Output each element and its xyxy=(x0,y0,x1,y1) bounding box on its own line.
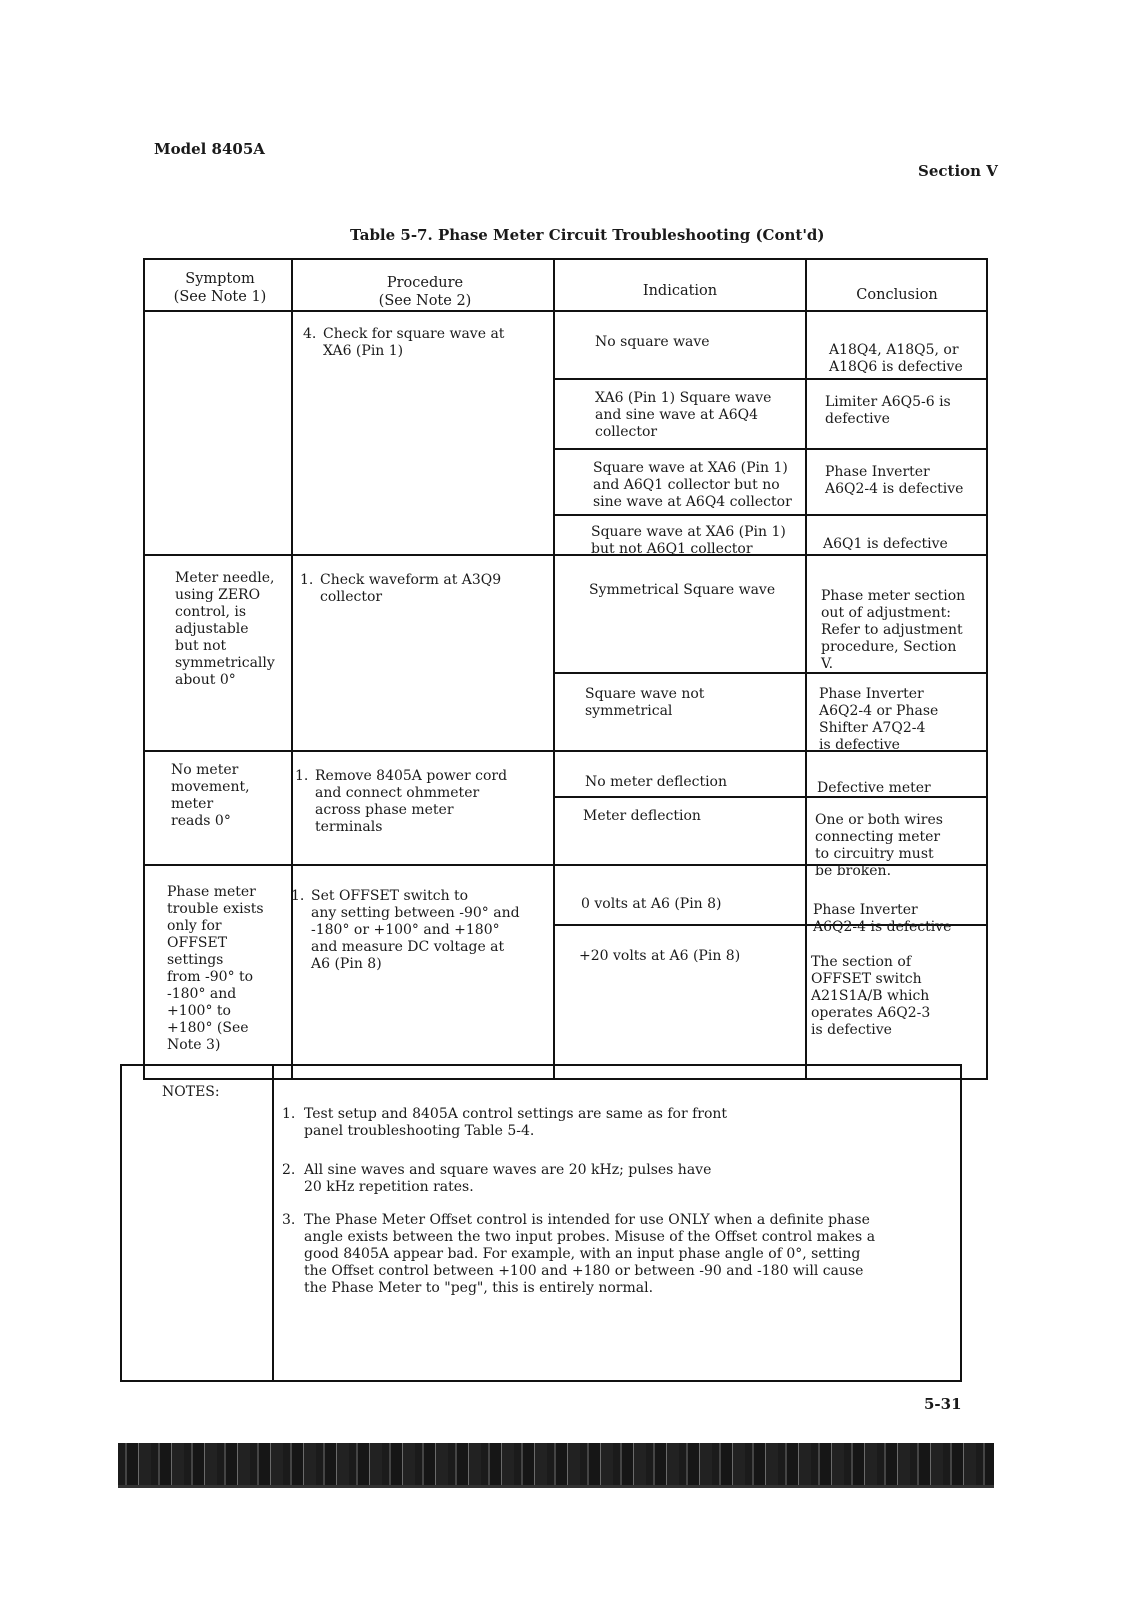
note-line: the Phase Meter to "peg", this is entirely normal. xyxy=(304,1280,654,1296)
conclusion-line: A6Q1 is defective xyxy=(823,536,948,552)
note-item xyxy=(282,1212,922,1297)
indication-line: +20 volts at A6 (Pin 8) xyxy=(579,948,741,964)
indication-line: sine wave at A6Q4 collector xyxy=(593,494,792,510)
note-number: 3. xyxy=(282,1212,296,1228)
note-line: 20 kHz repetition rates. xyxy=(304,1179,474,1195)
conclusion-line: A21S1A/B which xyxy=(811,988,930,1004)
note-number: 2. xyxy=(282,1162,296,1178)
row-divider xyxy=(553,378,986,380)
conclusion-line: Phase Inverter xyxy=(819,686,924,702)
procedure-cell xyxy=(303,326,543,360)
note-line: angle exists between the two input probes. Misuse of the Offset control makes a xyxy=(304,1229,876,1245)
conclusion-line: Defective meter xyxy=(817,780,931,796)
conclusion-line: procedure, Section xyxy=(821,639,957,655)
conclusion-line: operates A6Q2-3 xyxy=(811,1005,931,1021)
step-number: 1. xyxy=(300,572,314,588)
conclusion-cell xyxy=(825,464,985,498)
indication-line: and sine wave at A6Q4 xyxy=(595,407,758,423)
indication-line: Meter deflection xyxy=(583,808,701,824)
indication-line: No square wave xyxy=(595,334,710,350)
indication-cell xyxy=(591,524,801,558)
scan-artifact-edge xyxy=(118,1485,994,1488)
note-line: panel troubleshooting Table 5-4. xyxy=(304,1123,535,1139)
symptom-line: Meter needle, xyxy=(175,570,275,586)
conclusion-cell xyxy=(821,588,989,673)
indication-line: Square wave not xyxy=(585,686,705,702)
header-symptom xyxy=(155,270,285,306)
procedure-line: across phase meter xyxy=(315,802,454,818)
notes-section xyxy=(120,1064,962,1382)
page-number: 5-31 xyxy=(924,1395,962,1413)
note-line: All sine waves and square waves are 20 kHz; pulses have xyxy=(304,1162,712,1178)
symptom-line: Note 3) xyxy=(167,1037,221,1053)
column-divider xyxy=(805,260,807,1078)
symptom-line: +180° (See xyxy=(167,1020,249,1036)
indication-cell xyxy=(593,460,803,511)
procedure-line: Set OFFSET switch to xyxy=(311,888,469,904)
conclusion-line: A18Q6 is defective xyxy=(829,359,963,375)
header-divider xyxy=(145,310,986,312)
procedure-line: A6 (Pin 8) xyxy=(311,956,382,972)
conclusion-line: One or both wires xyxy=(815,812,943,828)
conclusion-line: A6Q2-4 is defective xyxy=(813,919,952,935)
conclusion-cell xyxy=(813,902,983,936)
indication-line: 0 volts at A6 (Pin 8) xyxy=(581,896,722,912)
conclusion-line: out of adjustment: xyxy=(821,605,951,621)
symptom-cell xyxy=(167,884,289,1054)
row-divider xyxy=(553,448,986,450)
notes-label: NOTES: xyxy=(162,1084,220,1100)
header-procedure xyxy=(305,274,545,310)
procedure-cell xyxy=(300,572,545,606)
symptom-line: meter xyxy=(171,796,214,812)
indication-cell xyxy=(595,390,800,441)
procedure-line: and measure DC voltage at xyxy=(311,939,505,955)
header-indication: Indication xyxy=(642,283,718,299)
column-divider xyxy=(553,260,555,1078)
symptom-line: +100° to xyxy=(167,1003,231,1019)
conclusion-line: A6Q2-4 or Phase xyxy=(819,703,939,719)
conclusion-line: Phase Inverter xyxy=(825,464,930,480)
indication-line: Square wave at XA6 (Pin 1) xyxy=(593,460,788,476)
indication-line: symmetrical xyxy=(585,703,673,719)
symptom-line: from -90° to xyxy=(167,969,254,985)
conclusion-cell xyxy=(825,394,985,428)
symptom-line: but not xyxy=(175,638,227,654)
indication-line: and A6Q1 collector but no xyxy=(593,477,780,493)
conclusion-line: is defective xyxy=(819,737,900,753)
header-procedure-line: Procedure xyxy=(386,275,464,291)
conclusion-line: connecting meter xyxy=(815,829,941,845)
symptom-line: adjustable xyxy=(175,621,249,637)
conclusion-line: be broken. xyxy=(815,863,892,879)
note-line: the Offset control between +100 and +180 or between -90 and -180 will cause xyxy=(304,1263,864,1279)
note-line: Test setup and 8405A control settings are same as for front xyxy=(304,1106,728,1122)
indication-cell xyxy=(589,582,799,599)
conclusion-line: Phase meter section xyxy=(821,588,966,604)
step-number: 1. xyxy=(291,888,305,904)
symptom-line: reads 0° xyxy=(171,813,231,829)
conclusion-line: to circuitry must xyxy=(815,846,934,862)
conclusion-line: Limiter A6Q5-6 is xyxy=(825,394,951,410)
procedure-line: collector xyxy=(320,589,383,605)
note-item xyxy=(282,1106,922,1140)
indication-cell xyxy=(585,686,795,720)
conclusion-line: Shifter A7Q2-4 xyxy=(819,720,926,736)
conclusion-cell xyxy=(819,686,987,754)
indication-cell xyxy=(579,948,794,965)
conclusion-line: The section of xyxy=(811,954,912,970)
conclusion-cell xyxy=(829,342,989,376)
indication-cell xyxy=(585,774,795,791)
procedure-line: and connect ohmmeter xyxy=(315,785,480,801)
symptom-line: using ZERO xyxy=(175,587,261,603)
procedure-line: terminals xyxy=(315,819,383,835)
conclusion-line: is defective xyxy=(811,1022,892,1038)
note-line: good 8405A appear bad. For example, with an input phase angle of 0°, setting xyxy=(304,1246,861,1262)
symptom-line: No meter xyxy=(171,762,239,778)
procedure-line: -180° or +100° and +180° xyxy=(311,922,500,938)
indication-cell xyxy=(581,896,796,913)
conclusion-line: V. xyxy=(821,656,834,672)
symptom-cell xyxy=(171,762,286,830)
note-line: The Phase Meter Offset control is intended for use ONLY when a definite phase xyxy=(304,1212,870,1228)
note-item xyxy=(282,1162,922,1196)
indication-cell xyxy=(595,334,800,351)
indication-line: No meter deflection xyxy=(585,774,728,790)
table-title: Table 5-7. Phase Meter Circuit Troubleshooting (Cont'd) xyxy=(350,226,825,244)
conclusion-cell xyxy=(823,536,983,553)
symptom-cell xyxy=(175,570,290,689)
conclusion-line: Phase Inverter xyxy=(813,902,918,918)
indication-line: Square wave at XA6 (Pin 1) xyxy=(591,524,786,540)
step-number: 1. xyxy=(295,768,309,784)
symptom-line: OFFSET xyxy=(167,935,228,951)
conclusion-line: OFFSET switch xyxy=(811,971,922,987)
indication-line: XA6 (Pin 1) Square wave xyxy=(595,390,772,406)
symptom-line: about 0° xyxy=(175,672,236,688)
symptom-line: movement, xyxy=(171,779,250,795)
symptom-line: settings xyxy=(167,952,224,968)
symptom-line: -180° and xyxy=(167,986,237,1002)
row-divider xyxy=(553,514,986,516)
procedure-cell xyxy=(295,768,545,836)
conclusion-cell xyxy=(815,812,983,880)
conclusion-line: A6Q2-4 is defective xyxy=(825,481,964,497)
model-label: Model 8405A xyxy=(154,140,265,158)
notes-divider xyxy=(272,1066,274,1380)
conclusion-line: defective xyxy=(825,411,890,427)
section-label: Section V xyxy=(918,162,998,180)
symptom-line: trouble exists xyxy=(167,901,264,917)
procedure-cell xyxy=(291,888,549,973)
procedure-line: Check waveform at A3Q9 xyxy=(320,572,502,588)
symptom-line: Phase meter xyxy=(167,884,256,900)
conclusion-line: A18Q4, A18Q5, or xyxy=(829,342,959,358)
indication-line: but not A6Q1 collector xyxy=(591,541,753,557)
indication-line: Symmetrical Square wave xyxy=(589,582,776,598)
troubleshooting-table xyxy=(143,258,988,1080)
symptom-line: symmetrically xyxy=(175,655,275,671)
symptom-line: only for xyxy=(167,918,222,934)
procedure-line: Check for square wave at xyxy=(323,326,505,342)
procedure-line: any setting between -90° and xyxy=(311,905,520,921)
header-symptom-note: (See Note 1) xyxy=(173,289,267,305)
header-conclusion: Conclusion xyxy=(856,287,938,303)
symptom-line: control, is xyxy=(175,604,247,620)
indication-line: collector xyxy=(595,424,658,440)
conclusion-cell xyxy=(817,780,985,797)
header-symptom-line: Symptom xyxy=(185,271,255,287)
conclusion-line: Refer to adjustment xyxy=(821,622,963,638)
step-number: 4. xyxy=(303,326,317,342)
conclusion-cell xyxy=(811,954,981,1039)
procedure-line: Remove 8405A power cord xyxy=(315,768,508,784)
procedure-line: XA6 (Pin 1) xyxy=(323,343,404,359)
header-procedure-note: (See Note 2) xyxy=(378,293,472,309)
group-divider xyxy=(145,554,986,556)
note-number: 1. xyxy=(282,1106,296,1122)
scan-artifact-bar xyxy=(118,1443,994,1485)
indication-cell xyxy=(583,808,793,825)
